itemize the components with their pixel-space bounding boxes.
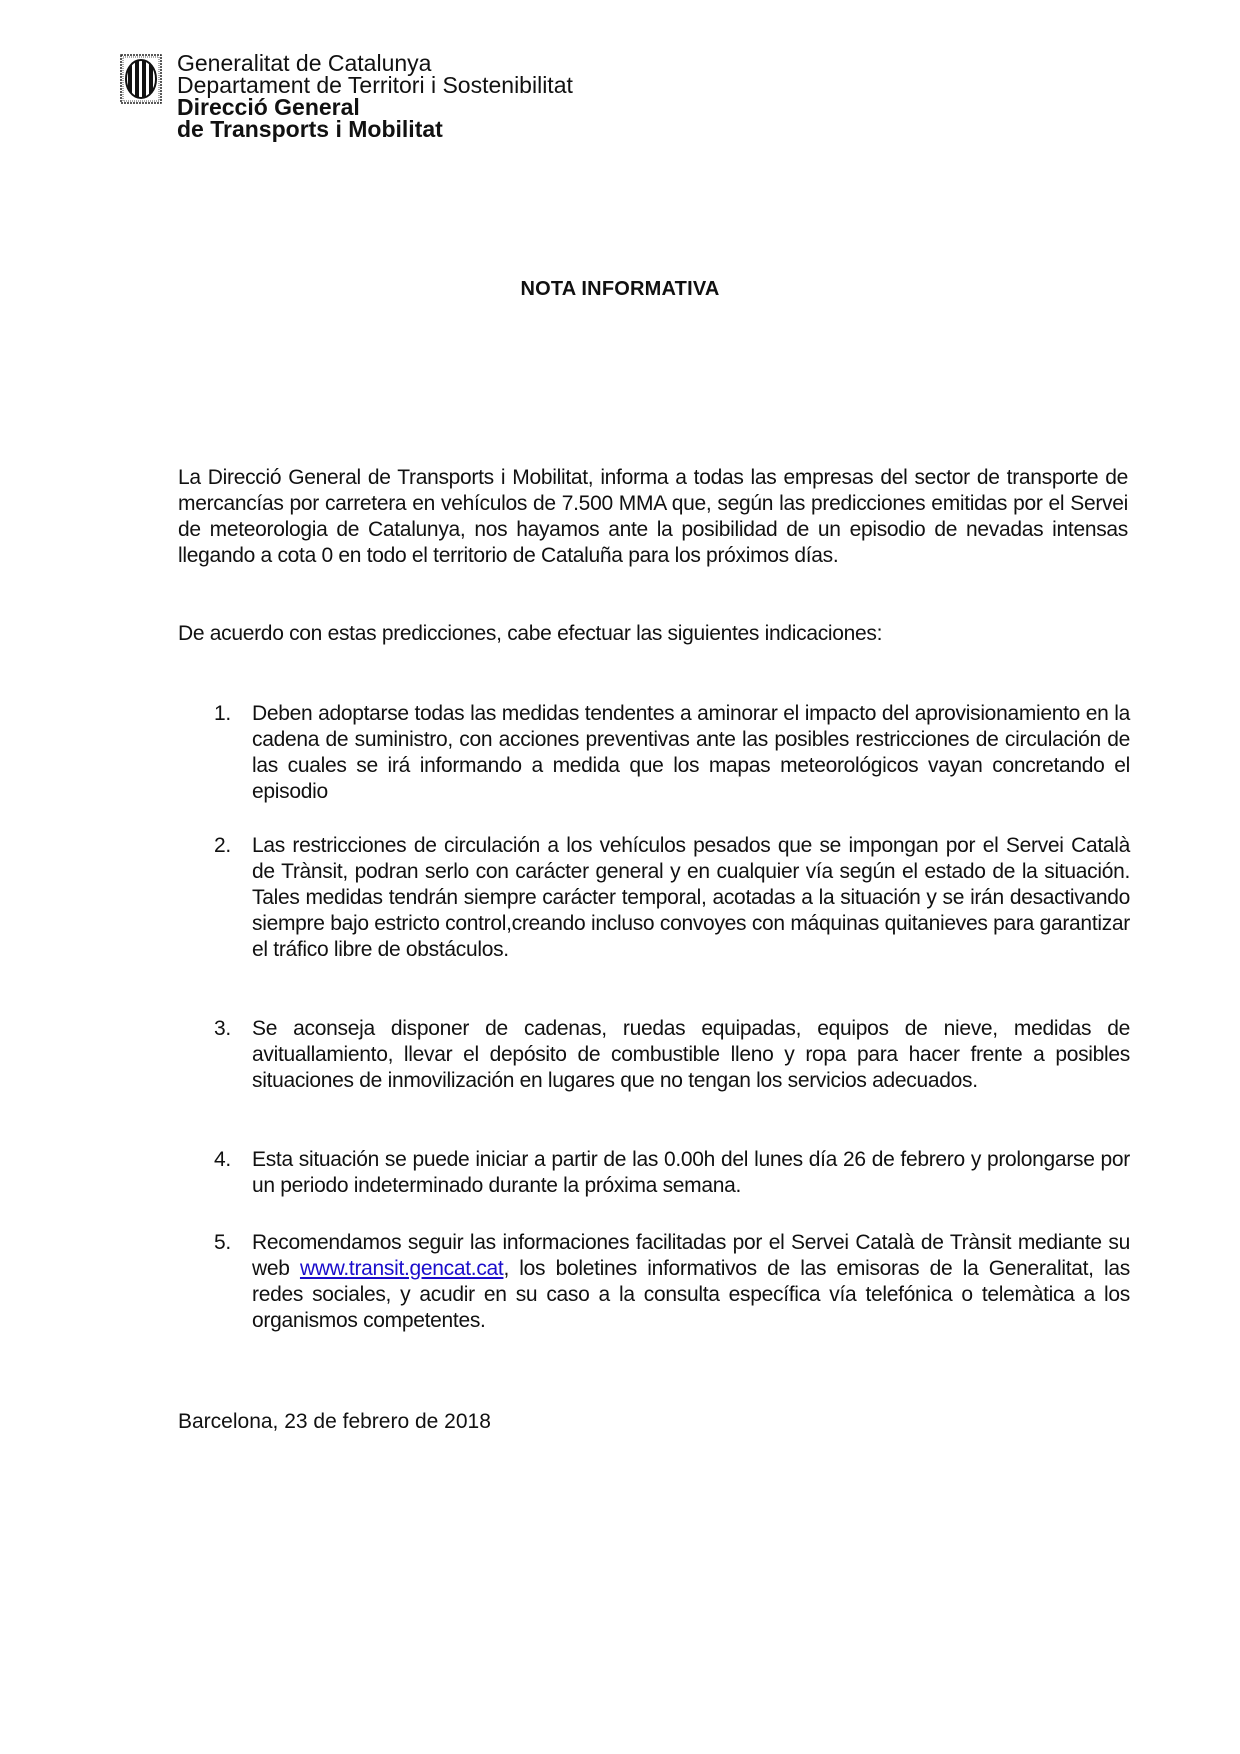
org-name: Generalitat de Catalunya — [177, 50, 432, 76]
list-item — [214, 1230, 1130, 1334]
directorate-name-line2: de Transports i Mobilitat — [177, 116, 443, 142]
list-item-text — [252, 1230, 1130, 1334]
list-item-text: Las restricciones de circulación a los vehículos pesados que se impongan por el Servei Català de Trànsit, podran serlo con carácter general y en cualquier vía según el estado de la situación. Tales medidas tendrán siempre carácter temporal, acotadas a la situación y se irán desactivando siempre bajo estricto control,creando incluso convoyes con máquinas quitanieves para garantizar el tráfico libre de obstáculos. — [252, 834, 1130, 961]
generalitat-shield-icon — [120, 54, 162, 104]
list-item-text: Esta situación se puede iniciar a partir de las 0.00h del lunes día 26 de febrero y prolongarse por un periodo indeterminado durante la próxima semana. — [252, 1148, 1130, 1197]
list-item — [214, 1147, 1130, 1199]
list-item — [214, 833, 1130, 963]
list-item-number: 1. — [214, 702, 231, 725]
document-date: Barcelona, 23 de febrero de 2018 — [178, 1410, 491, 1433]
list-item-text: Deben adoptarse todas las medidas tendentes a aminorar el impacto del aprovisionamiento en la cadena de suministro, con acciones preventivas ante las posibles restricciones de circulación de las cuales se irá informando a medida que los mapas meteorológicos vayan concretando el episodio — [252, 702, 1130, 803]
list-item-text: Se aconseja disponer de cadenas, ruedas equipadas, equipos de nieve, medidas de avituallamiento, llevar el depósito de combustible lleno y ropa para hacer frente a posibles situaciones de inmovilización en lugares que no tengan los servicios adecuados. — [252, 1017, 1130, 1092]
list-item-number: 2. — [214, 834, 231, 857]
list-item-text-after: , los boletines informativos de las emisoras de la Generalitat, las redes sociales, y acudir en su caso a la consulta específica vía telefónica o telemàtica a los organismos competentes. — [252, 1257, 1130, 1332]
document-title: NOTA INFORMATIVA — [520, 278, 720, 300]
list-item — [214, 1016, 1130, 1094]
lead-paragraph: De acuerdo con estas predicciones, cabe efectuar las siguientes indicaciones: — [178, 622, 883, 645]
list-item-number: 4. — [214, 1148, 231, 1171]
department-name: Departament de Territori i Sostenibilitat — [177, 72, 573, 98]
transit-website-link[interactable]: www.transit.gencat.cat — [299, 1257, 504, 1280]
list-item-number: 3. — [214, 1017, 231, 1040]
intro-paragraph: La Direcció General de Transports i Mobilitat, informa a todas las empresas del sector de transporte de mercancías por carretera en vehículos de 7.500 MMA que, según las predicciones emitidas por el Servei de meteorologia de Catalunya, nos hayamos ante la posibilidad de un episodio de nevadas intensas llegando a cota 0 en todo el territorio de Cataluña para los próximos días. — [178, 466, 1128, 567]
list-item — [214, 701, 1130, 805]
list-item-text-before: Recomendamos seguir las informaciones facilitadas por el Servei Català de Trànsit mediante su web — [252, 1231, 1130, 1280]
list-item-number: 5. — [214, 1231, 231, 1254]
directorate-name-line1: Direcció General — [177, 94, 360, 120]
